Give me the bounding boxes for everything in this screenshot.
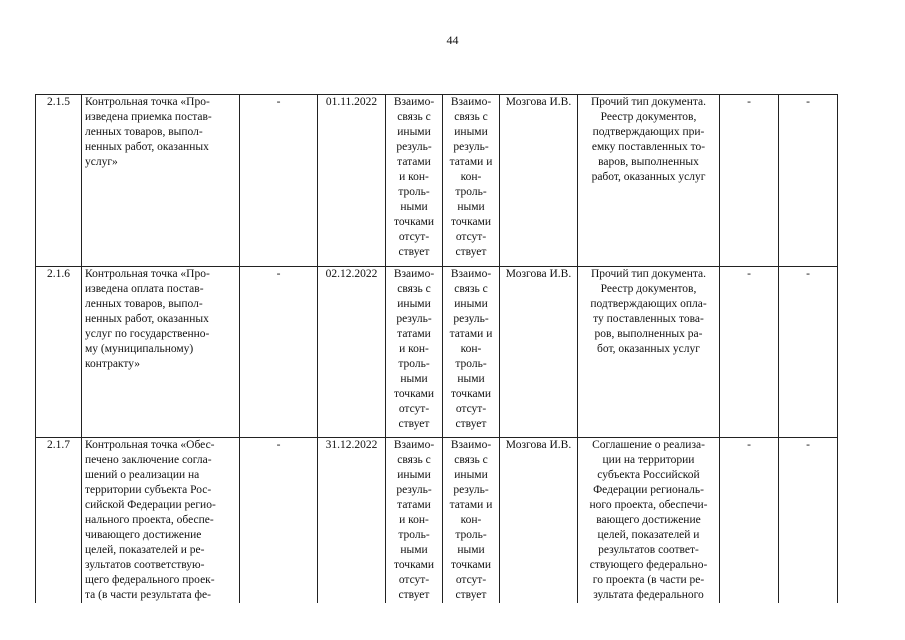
dash-cell: - — [240, 267, 318, 438]
relation-cell: Взаимо- связь с иными резуль- татами и кон- троль- ными точками отсут- ствует — [443, 267, 500, 438]
control-point-description: Контрольная точка «Про- изведена оплата постав- ленных товаров, выпол- ненных работ, оказанных услуг по государственно- му (муниципальному) контракту» — [82, 267, 240, 438]
dash-cell: - — [240, 95, 318, 267]
responsible-person: Мозгова И.В. — [500, 95, 578, 267]
dash-cell: - — [779, 267, 838, 438]
deadline-date: 31.12.2022 — [318, 438, 386, 604]
dash-cell: - — [720, 438, 779, 604]
document-type: Прочий тип документа. Реестр документов, подтверждающих опла- ту поставленных това- ров, выполненных ра- бот, оказанных услуг — [578, 267, 720, 438]
page-number: 44 — [446, 33, 459, 47]
relation-cell: Взаимо- связь с иными резуль- татами и кон- троль- ными точками отсут- ствует — [386, 95, 443, 267]
deadline-date: 02.12.2022 — [318, 267, 386, 438]
control-points-table — [35, 94, 838, 603]
relation-cell: Взаимо- связь с иными резуль- татами и кон- троль- ными точками отсут- ствует — [386, 438, 443, 604]
control-point-description: Контрольная точка «Обес- печено заключение согла- шений о реализации на территории субъекта Рос- сийской Федерации регио- нального проекта, обеспе- чивающего достижение целей, показателей и ре- зультатов соответствую- щего федерального проек- та (в части результата фе- — [82, 438, 240, 604]
dash-cell: - — [720, 95, 779, 267]
row-number: 2.1.5 — [36, 95, 82, 267]
table-row — [36, 438, 838, 604]
responsible-person: Мозгова И.В. — [500, 267, 578, 438]
relation-cell: Взаимо- связь с иными резуль- татами и кон- троль- ными точками отсут- ствует — [443, 95, 500, 267]
document-type: Прочий тип документа. Реестр документов, подтверждающих при- емку поставленных то- варов, выполненных работ, оказанных услуг — [578, 95, 720, 267]
dash-cell: - — [240, 438, 318, 604]
relation-cell: Взаимо- связь с иными резуль- татами и кон- троль- ными точками отсут- ствует — [443, 438, 500, 604]
dash-cell: - — [779, 95, 838, 267]
deadline-date: 01.11.2022 — [318, 95, 386, 267]
document-type: Соглашение о реализа- ции на территории субъекта Российской Федерации региональ- ного проекта, обеспечи- вающего достижение целей, показателей и результатов соответ- ствующего федерально- го проекта (в части ре- зультата федерального — [578, 438, 720, 604]
responsible-person: Мозгова И.В. — [500, 438, 578, 604]
row-number: 2.1.6 — [36, 267, 82, 438]
table-row — [36, 95, 838, 267]
table-row — [36, 267, 838, 438]
row-number: 2.1.7 — [36, 438, 82, 604]
relation-cell: Взаимо- связь с иными резуль- татами и кон- троль- ными точками отсут- ствует — [386, 267, 443, 438]
dash-cell: - — [720, 267, 779, 438]
control-point-description: Контрольная точка «Про- изведена приемка постав- ленных товаров, выпол- ненных работ, оказанных услуг» — [82, 95, 240, 267]
dash-cell: - — [779, 438, 838, 604]
